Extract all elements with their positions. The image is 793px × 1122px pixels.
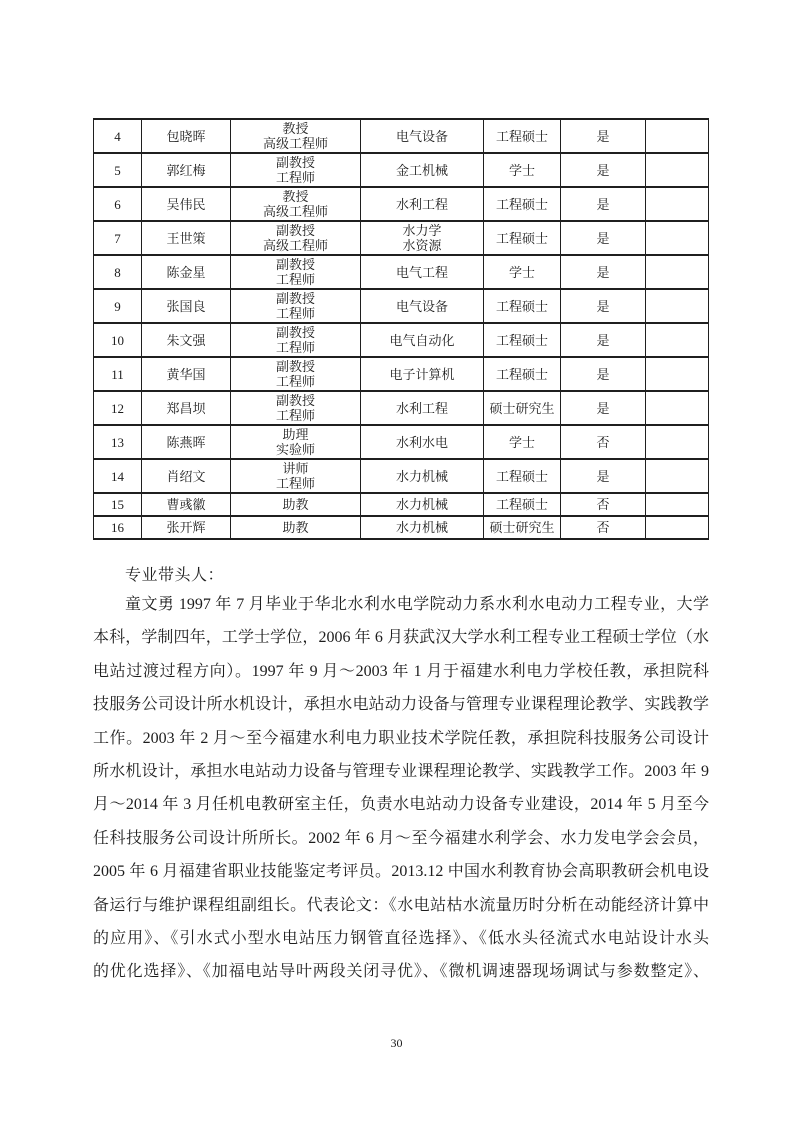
title-line-1: 副教授 — [275, 359, 315, 374]
row-number-cell: 8 — [94, 255, 142, 289]
title-line-1: 教授 — [282, 189, 309, 204]
field-line-1: 水力机械 — [395, 468, 448, 484]
name-cell: 郭红梅 — [142, 153, 231, 187]
title-cell — [231, 187, 361, 221]
title-line-1: 讲师 — [282, 461, 309, 476]
field-cell — [361, 459, 484, 493]
degree-cell: 学士 — [484, 153, 561, 187]
name-cell: 张开辉 — [142, 516, 231, 539]
page-number: 30 — [390, 1036, 403, 1050]
flag-cell: 是 — [561, 323, 646, 357]
empty-cell — [646, 255, 709, 289]
row-number-cell: 10 — [94, 323, 142, 357]
title-line-2: 工程师 — [275, 408, 315, 423]
empty-cell — [646, 459, 709, 493]
empty-cell — [646, 221, 709, 255]
row-number-cell: 4 — [94, 119, 142, 153]
table-row — [94, 516, 709, 539]
field-line-1: 电气设备 — [395, 298, 448, 314]
title-line-1: 副教授 — [275, 393, 315, 408]
row-number-cell: 12 — [94, 391, 142, 425]
paragraph-line: 童文勇 1997 年 7 月毕业于华北水利水电学院动力系水利水电动力工程专业，大学 — [125, 596, 709, 613]
field-cell — [361, 357, 484, 391]
table-row — [94, 187, 709, 221]
flag-cell: 是 — [561, 153, 646, 187]
paragraph-line: 技服务公司设计所水机设计，承担水电站动力设备与管理专业课程理论教学、实践教学 — [93, 696, 709, 714]
title-cell — [231, 153, 361, 187]
paragraph-line: 任科技服务公司设计所所长。2002 年 6 月～至今福建水利学会、水力发电学会会员， — [93, 829, 709, 847]
paragraph-line: 的应用》、《引水式小型水电站压力钢管直径选择》、《低水头径流式水电站设计水头 — [93, 929, 709, 947]
title-cell — [231, 221, 361, 255]
degree-cell: 工程硕士 — [484, 493, 561, 516]
title-line-2: 工程师 — [275, 476, 315, 491]
field-line-2: 水资源 — [402, 238, 442, 253]
field-line-1: 电气工程 — [395, 264, 448, 280]
field-line-1: 水利工程 — [395, 400, 448, 416]
name-cell: 王世策 — [142, 221, 231, 255]
field-line-1: 电气自动化 — [389, 332, 455, 348]
empty-cell — [646, 187, 709, 221]
flag-cell: 是 — [561, 119, 646, 153]
row-number-cell: 14 — [94, 459, 142, 493]
empty-cell — [646, 153, 709, 187]
name-cell: 吴伟民 — [142, 187, 231, 221]
title-line-2: 高级工程师 — [262, 238, 328, 253]
field-cell — [361, 255, 484, 289]
row-number-cell: 15 — [94, 493, 142, 516]
name-cell: 陈金星 — [142, 255, 231, 289]
section-heading: 专业带头人： — [125, 567, 225, 584]
title-cell — [231, 119, 361, 153]
table-row — [94, 357, 709, 391]
flag-cell: 是 — [561, 187, 646, 221]
table-row — [94, 289, 709, 323]
title-cell — [231, 289, 361, 323]
title-line-1: 副教授 — [275, 257, 315, 272]
name-cell: 张国良 — [142, 289, 231, 323]
title-cell — [231, 391, 361, 425]
empty-cell — [646, 493, 709, 516]
title-line-1: 助教 — [282, 520, 309, 535]
empty-cell — [646, 391, 709, 425]
title-line-2: 实验师 — [275, 442, 315, 457]
field-cell — [361, 391, 484, 425]
table-row — [94, 459, 709, 493]
title-line-2: 高级工程师 — [262, 136, 328, 151]
table-row — [94, 221, 709, 255]
title-cell — [231, 459, 361, 493]
flag-cell: 是 — [561, 289, 646, 323]
degree-cell: 学士 — [484, 425, 561, 459]
flag-cell: 否 — [561, 516, 646, 539]
flag-cell: 是 — [561, 391, 646, 425]
flag-cell: 是 — [561, 357, 646, 391]
title-cell — [231, 493, 361, 516]
title-cell — [231, 255, 361, 289]
title-line-2: 工程师 — [275, 340, 315, 355]
field-cell — [361, 153, 484, 187]
empty-cell — [646, 323, 709, 357]
table-row — [94, 255, 709, 289]
flag-cell: 是 — [561, 221, 646, 255]
degree-cell: 学士 — [484, 255, 561, 289]
empty-cell — [646, 425, 709, 459]
field-cell — [361, 289, 484, 323]
name-cell: 黄华国 — [142, 357, 231, 391]
row-number-cell: 5 — [94, 153, 142, 187]
field-cell — [361, 516, 484, 539]
row-number-cell: 11 — [94, 357, 142, 391]
paragraph-line: 2005 年 6 月福建省职业技能鉴定考评员。2013.12 中国水利教育协会高职教研会机电设 — [93, 863, 709, 881]
title-cell — [231, 357, 361, 391]
field-line-1: 水力学 — [402, 223, 442, 238]
title-cell — [231, 323, 361, 357]
paragraph-line: 所水机设计，承担水电站动力设备与管理专业课程理论教学、实践教学工作。2003 年 9 — [93, 762, 709, 780]
title-line-1: 助教 — [282, 497, 309, 512]
flag-cell: 是 — [561, 459, 646, 493]
empty-cell — [646, 357, 709, 391]
name-cell: 包晓晖 — [142, 119, 231, 153]
empty-cell — [646, 516, 709, 539]
paragraph-line: 工作。2003 年 2 月～至今福建水利电力职业技术学院任教，承担院科技服务公司设计 — [93, 729, 709, 747]
row-number-cell: 13 — [94, 425, 142, 459]
paragraph-line: 的优化选择》、《加福电站导叶两段关闭寻优》、《微机调速器现场调试与参数整定》、 — [93, 963, 709, 981]
paragraph-line: 本科，学制四年，工学士学位，2006 年 6 月获武汉大学水利工程专业工程硕士学位（水 — [93, 629, 709, 647]
faculty-table — [93, 118, 709, 540]
degree-cell: 工程硕士 — [484, 289, 561, 323]
empty-cell — [646, 289, 709, 323]
paragraph-line: 备运行与维护课程组副组长。代表论文：《水电站枯水流量历时分析在动能经济计算中 — [93, 896, 709, 914]
table-row — [94, 391, 709, 425]
row-number-cell: 6 — [94, 187, 142, 221]
title-line-2: 工程师 — [275, 374, 315, 389]
table-row — [94, 153, 709, 187]
degree-cell: 工程硕士 — [484, 323, 561, 357]
field-cell — [361, 493, 484, 516]
name-cell: 肖绍文 — [142, 459, 231, 493]
title-line-2: 工程师 — [275, 272, 315, 287]
title-line-2: 工程师 — [275, 306, 315, 321]
biography-paragraph — [93, 588, 709, 989]
field-line-1: 电子计算机 — [389, 366, 455, 382]
field-line-1: 水利水电 — [395, 434, 448, 450]
row-number-cell: 7 — [94, 221, 142, 255]
field-line-1: 金工机械 — [395, 162, 448, 178]
title-cell — [231, 516, 361, 539]
name-cell: 郑昌坝 — [142, 391, 231, 425]
flag-cell: 否 — [561, 493, 646, 516]
title-line-1: 副教授 — [275, 291, 315, 306]
field-line-1: 电气设备 — [395, 128, 448, 144]
degree-cell: 工程硕士 — [484, 187, 561, 221]
field-line-1: 水力机械 — [395, 520, 448, 535]
field-cell — [361, 187, 484, 221]
table-row — [94, 425, 709, 459]
title-line-1: 副教授 — [275, 325, 315, 340]
name-cell: 朱文强 — [142, 323, 231, 357]
field-cell — [361, 221, 484, 255]
degree-cell: 工程硕士 — [484, 221, 561, 255]
paragraph-line: 电站过渡过程方向）。1997 年 9 月～2003 年 1 月于福建水利电力学校任教，承担院科 — [93, 662, 709, 680]
title-line-1: 副教授 — [275, 155, 315, 170]
field-cell — [361, 323, 484, 357]
name-cell: 曹彧徽 — [142, 493, 231, 516]
title-line-2: 高级工程师 — [262, 204, 328, 219]
degree-cell: 工程硕士 — [484, 459, 561, 493]
title-line-2: 工程师 — [275, 170, 315, 185]
title-line-1: 助理 — [282, 427, 309, 442]
degree-cell: 工程硕士 — [484, 357, 561, 391]
table-row — [94, 323, 709, 357]
table-row — [94, 493, 709, 516]
empty-cell — [646, 119, 709, 153]
field-cell — [361, 425, 484, 459]
flag-cell: 是 — [561, 255, 646, 289]
name-cell: 陈燕晖 — [142, 425, 231, 459]
degree-cell: 硕士研究生 — [484, 516, 561, 539]
title-line-1: 副教授 — [275, 223, 315, 238]
field-line-1: 水利工程 — [395, 196, 448, 212]
title-line-1: 教授 — [282, 121, 309, 136]
row-number-cell: 9 — [94, 289, 142, 323]
field-line-1: 水力机械 — [395, 497, 448, 512]
flag-cell: 否 — [561, 425, 646, 459]
row-number-cell: 16 — [94, 516, 142, 539]
degree-cell: 工程硕士 — [484, 119, 561, 153]
field-cell — [361, 119, 484, 153]
table-row — [94, 119, 709, 153]
degree-cell: 硕士研究生 — [484, 391, 561, 425]
title-cell — [231, 425, 361, 459]
paragraph-line: 月～2014 年 3 月任机电教研室主任，负责水电站动力设备专业建设，2014 年 5 月至今 — [93, 796, 709, 814]
